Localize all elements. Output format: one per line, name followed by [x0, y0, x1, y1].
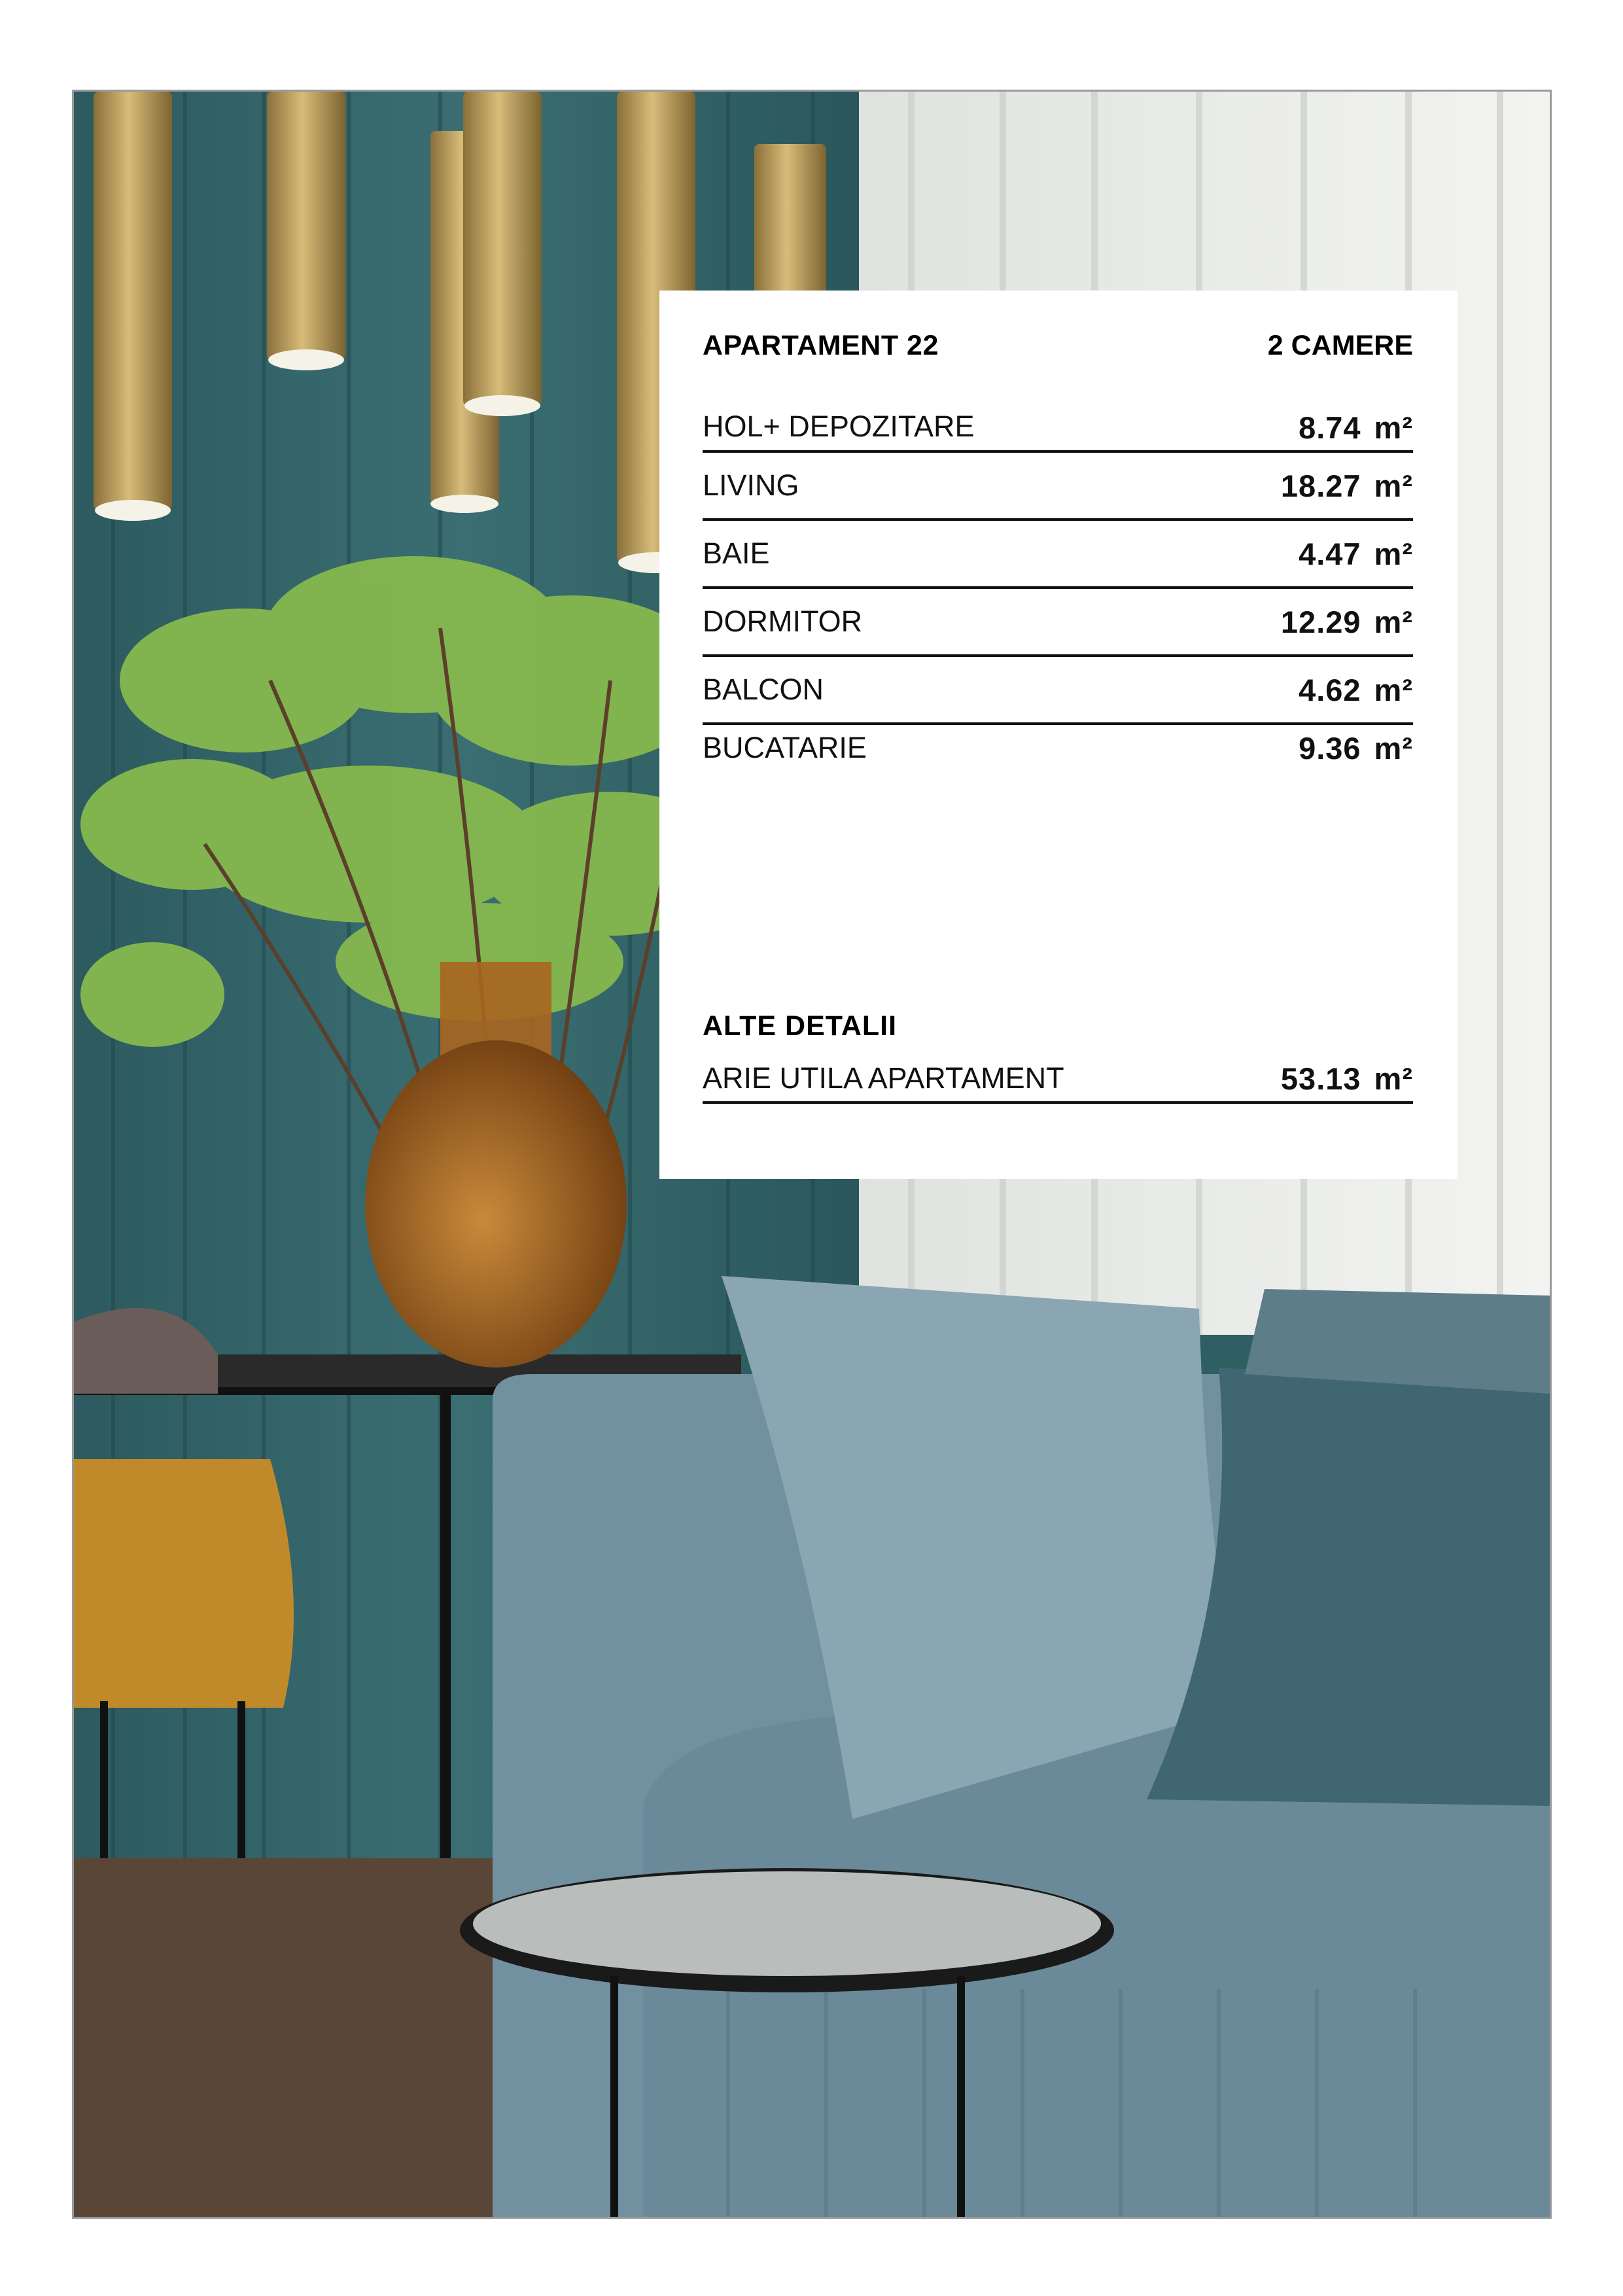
room-count: 2 CAMERE: [1267, 330, 1413, 361]
room-row-balcon: [703, 657, 1413, 725]
area-unit: m²: [1374, 536, 1413, 571]
area-unit: m²: [1374, 604, 1413, 639]
room-row-dormitor: [703, 589, 1413, 657]
room-row-living: [703, 453, 1413, 521]
room-area: 4.62: [1299, 672, 1361, 707]
room-row-baie: [703, 521, 1413, 589]
area-unit: m²: [1374, 730, 1413, 766]
other-details: [703, 1010, 1413, 1104]
apartment-title: APARTAMENT 22: [703, 330, 939, 361]
room-area: 18.27: [1280, 468, 1361, 503]
card-header: [703, 330, 1413, 370]
area-unit: m²: [1374, 1061, 1413, 1096]
room-area: 9.36: [1299, 730, 1361, 766]
usable-area-value: 53.13: [1280, 1061, 1361, 1096]
room-list: [703, 410, 1413, 771]
room-label: HOL+ DEPOZITARE: [703, 410, 975, 443]
room-row-hol: [703, 410, 1413, 453]
usable-area-label: ARIE UTILA APARTAMENT: [703, 1061, 1064, 1095]
area-unit: m²: [1374, 468, 1413, 503]
room-label: BAIE: [703, 537, 770, 570]
room-row-bucatarie: [703, 725, 1413, 771]
area-unit: m²: [1374, 410, 1413, 445]
room-label: DORMITOR: [703, 605, 863, 638]
room-area: 8.74: [1299, 410, 1361, 445]
details-title: ALTE DETALII: [703, 1010, 898, 1042]
room-area: 4.47: [1299, 536, 1361, 571]
usable-area-row: [703, 1055, 1413, 1104]
room-area: 12.29: [1280, 604, 1361, 639]
area-unit: m²: [1374, 672, 1413, 707]
apartment-info-card: [659, 291, 1457, 1179]
room-label: BALCON: [703, 673, 824, 706]
room-label: LIVING: [703, 468, 799, 502]
room-label: BUCATARIE: [703, 731, 867, 764]
